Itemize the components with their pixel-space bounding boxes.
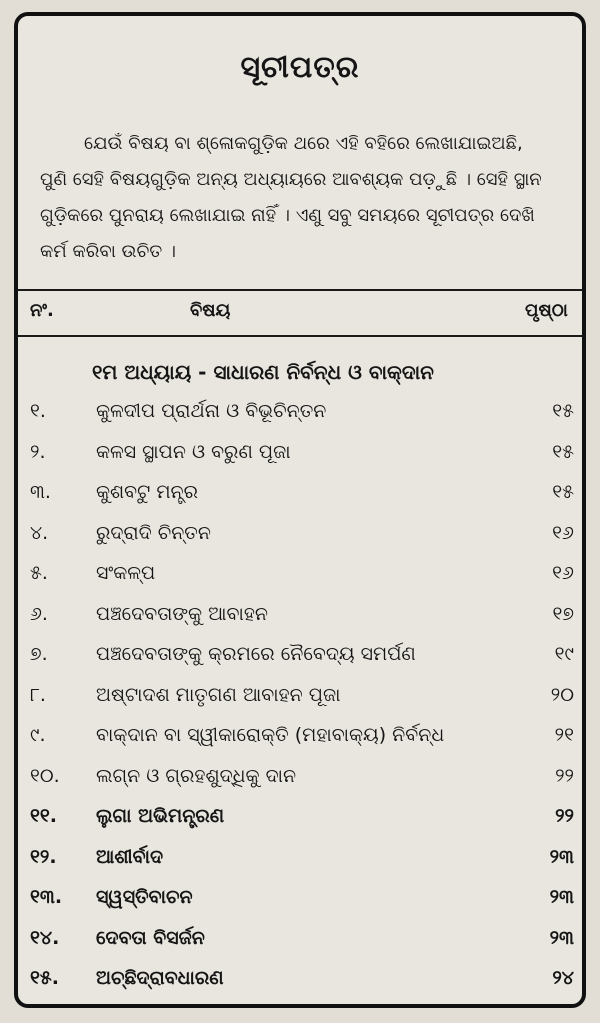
list-item — [0, 562, 600, 602]
header-bottom-rule — [18, 335, 582, 337]
entry-page: ୨୦ — [550, 684, 574, 706]
entry-number: ୬. — [30, 603, 48, 625]
list-item — [0, 927, 600, 967]
page-title: ସୂଚୀପତ୍ର — [240, 50, 360, 85]
entry-number: ୫. — [30, 562, 48, 584]
entry-page: ୨୨ — [555, 765, 574, 787]
entry-page: ୧୬ — [552, 522, 574, 544]
entry-number: ୨. — [30, 441, 46, 463]
entry-number: ୧୪. — [30, 927, 60, 949]
entry-page: ୧୫ — [552, 400, 574, 422]
entry-number: ୭. — [30, 643, 48, 665]
entry-title: କଳସ ସ୍ଥାପନ ଓ ବରୁଣ ପୂଜା — [96, 441, 291, 463]
entry-title: ବାକ୍‌ଦାନ ବା ସ୍ୱୀକାରୋକ୍ତି (ମହାବାକ୍ୟ) ନିର୍ବନ୍ଧ — [96, 724, 445, 746]
list-item — [0, 400, 600, 440]
entry-number: ୧୦. — [30, 765, 60, 787]
intro-line: ପୁଣି ସେହି ବିଷୟଗୁଡ଼ିକ ଅନ୍ୟ ଅଧ୍ୟାୟରେ ଆବଶ୍ୟକ ପଡ଼ୁଛି । ସେହି ସ୍ଥାନ — [40, 169, 542, 190]
entry-title: ଦେବତା ବିସର୍ଜନ — [96, 927, 205, 949]
entry-number: ୧୩. — [30, 886, 63, 908]
header-page: ପୃଷ୍ଠା — [525, 300, 568, 321]
entry-page: ୧୭ — [552, 603, 574, 625]
list-item — [0, 724, 600, 764]
list-item — [0, 684, 600, 724]
entry-page: ୨୩ — [549, 886, 574, 908]
entry-number: ୧୧. — [30, 805, 58, 827]
entry-title: ଅଚ୍ଛିଦ୍ରାବଧାରଣ — [96, 967, 224, 989]
entry-number: ୧୫. — [30, 967, 59, 989]
list-item — [0, 643, 600, 683]
table-top-rule — [18, 289, 582, 291]
entry-title: ସଂକଳ୍ପ — [96, 562, 156, 584]
entry-title: ଆଶୀର୍ବାଦ — [96, 846, 164, 868]
entry-number: ୧. — [30, 400, 46, 422]
entry-number: ୧୨. — [30, 846, 57, 868]
entry-title: ଅଷ୍ଟାଦଶ ମାତୃଗଣ ଆବାହନ ପୂଜା — [96, 684, 341, 706]
entry-title: ଲୁଗା ଅଭିମନ୍ତ୍ରଣ — [96, 805, 225, 827]
entry-title: କୁଳଦୀପ ପ୍ରାର୍ଥନା ଓ ବିଭୂଚିନ୍ତନ — [96, 400, 327, 422]
entry-title: ସ୍ୱସ୍ତିବାଚନ — [96, 886, 193, 908]
list-item — [0, 481, 600, 521]
list-item — [0, 967, 600, 1007]
entry-page: ୨୩ — [549, 927, 574, 949]
entry-number: ୯. — [30, 724, 46, 746]
entry-title: ପଞ୍ଚଦେବତାଙ୍କୁ ଆବାହନ — [96, 603, 268, 625]
header-number: ନଂ. — [30, 300, 54, 321]
entry-page: ୨୨ — [555, 805, 574, 827]
list-item — [0, 805, 600, 845]
entry-number: ୩. — [30, 481, 51, 503]
entry-page: ୨୩ — [549, 846, 574, 868]
intro-line: ଗୁଡ଼ିକରେ ପୁନରାୟ ଲେଖାଯାଇ ନାହିଁ । ଏଣୁ ସବୁ ସମୟରେ ସୂଚୀପତ୍ର ଦେଖି — [40, 205, 535, 226]
entry-number: ୪. — [30, 522, 49, 544]
intro-line: ଯେଉଁ ବିଷୟ ବା ଶ୍ଳୋକଗୁଡ଼ିକ ଥରେ ଏହି ବହିରେ ଲେଖାଯାଇଅଛି, — [84, 133, 523, 154]
list-item — [0, 886, 600, 926]
entry-page: ୧୬ — [552, 562, 574, 584]
entry-page: ୨୪ — [552, 967, 574, 989]
list-item — [0, 603, 600, 643]
entry-page: ୨୧ — [554, 724, 574, 746]
entry-page: ୧୫ — [552, 481, 574, 503]
header-subject: ବିଷୟ — [190, 300, 231, 321]
list-item — [0, 522, 600, 562]
entry-page: ୧୫ — [552, 441, 574, 463]
list-item — [0, 765, 600, 805]
list-item — [0, 846, 600, 886]
entry-number: ୮. — [30, 684, 46, 706]
entry-title: କୁଶବଟୁ ମନ୍ତ୍ର — [96, 481, 199, 503]
entry-title: ଲଗ୍ନ ଓ ଗ୍ରହଶୁଦ୍ଧିକୁ ଦାନ — [96, 765, 297, 787]
entry-title: ରୁଦ୍ରାଦି ଚିନ୍ତନ — [96, 522, 211, 544]
list-item — [0, 441, 600, 481]
intro-paragraph — [40, 126, 572, 270]
chapter-heading: ୧ମ ଅଧ୍ୟାୟ - ସାଧାରଣ ନିର୍ବନ୍ଧ ଓ ବାକ୍‌ଦାନ — [92, 360, 434, 384]
entry-page: ୧୯ — [554, 643, 574, 665]
entry-title: ପଞ୍ଚଦେବତାଙ୍କୁ କ୍ରମରେ ନୈବେଦ୍ୟ ସମର୍ପଣ — [96, 643, 416, 665]
intro-line: କର୍ମ କରିବା ଉଚିତ । — [40, 241, 176, 262]
